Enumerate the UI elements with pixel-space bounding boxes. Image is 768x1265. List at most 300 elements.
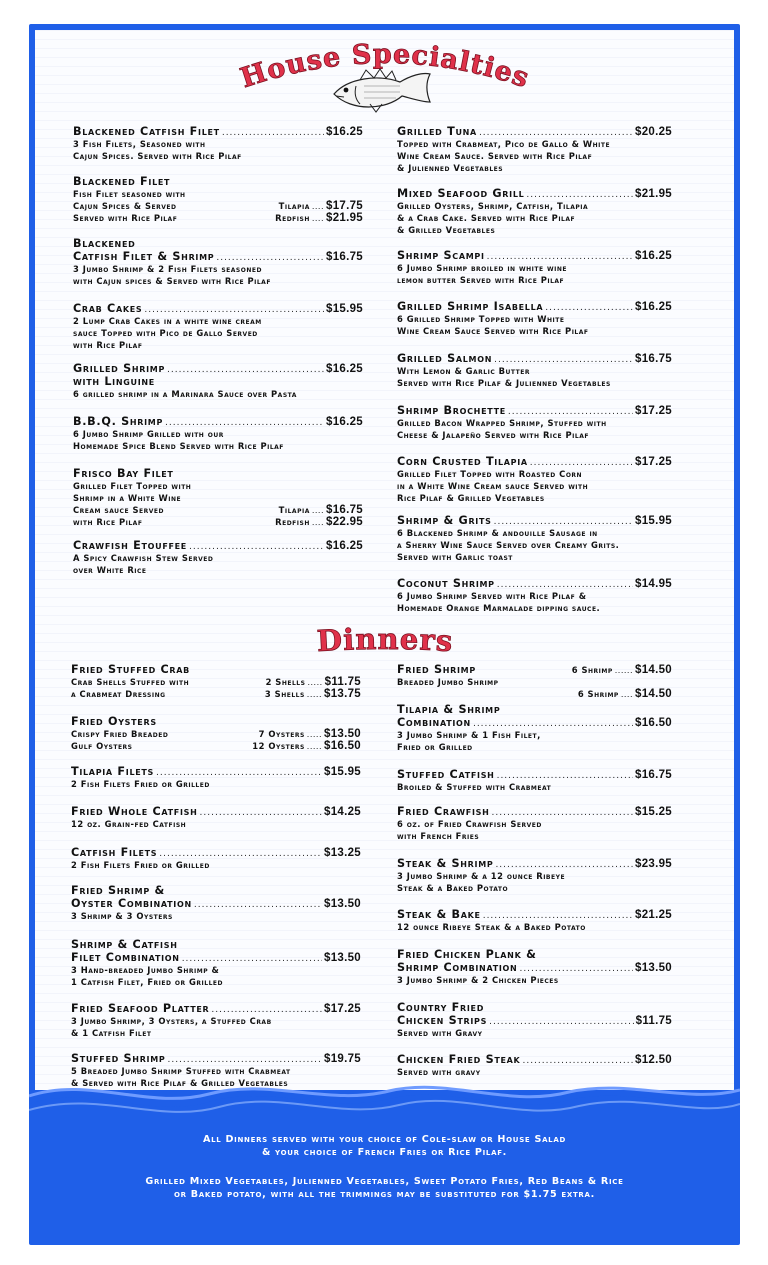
menu-item-price: $15.25 — [635, 806, 672, 818]
menu-item — [397, 125, 672, 174]
option-price: $17.75 — [326, 200, 363, 212]
menu-item — [71, 663, 361, 700]
leader-dots — [479, 129, 633, 138]
leader-dots — [194, 901, 322, 910]
menu-item-price: $14.95 — [635, 578, 672, 590]
menu-item-desc-row — [71, 688, 361, 700]
menu-item-name: Blackened Filet — [73, 175, 171, 188]
menu-item-desc-row — [71, 728, 361, 740]
house-specialties-title-text: House Specialties — [236, 38, 534, 95]
menu-item-name: Shrimp Scampi — [397, 249, 485, 262]
menu-item-name: Crab Cakes — [73, 302, 143, 315]
menu-item-desc: Served with Garlic toast — [397, 552, 513, 562]
option-label: Tilapia — [278, 505, 310, 515]
menu-item — [397, 663, 672, 700]
menu-item-desc: With Lemon & Garlic Butter — [397, 366, 530, 376]
leader-dots — [508, 408, 633, 417]
leader-dots — [159, 850, 322, 859]
menu-item — [73, 125, 363, 162]
menu-item-desc: & Julienned Vegetables — [397, 163, 504, 173]
option-price: $16.75 — [326, 504, 363, 516]
leader-dots — [144, 306, 324, 315]
option-price: $13.50 — [324, 728, 361, 740]
menu-item-name-top: Blackened — [73, 237, 136, 250]
menu-item — [397, 703, 672, 753]
leader-dots — [165, 419, 324, 428]
menu-item — [71, 938, 361, 988]
option-dots: ..... — [306, 690, 323, 699]
footer-line-4: or Baked potato, with all the trimmings may be substituted for $1.75 extra. — [174, 1189, 595, 1200]
option-dots: ..... — [306, 742, 323, 751]
leader-dots — [494, 356, 633, 365]
menu-item-desc-row — [397, 688, 672, 700]
menu-item-price: $20.25 — [635, 126, 672, 138]
menu-item-name: Coconut Shrimp — [397, 577, 495, 590]
menu-item-name: Stuffed Shrimp — [71, 1052, 166, 1065]
menu-item-price: $16.50 — [635, 717, 672, 729]
menu-item-header — [73, 302, 363, 315]
menu-item-desc: Homemade Spice Blend Served with Rice Pilaf — [73, 441, 284, 451]
menu-item-desc: a Crabmeat Dressing — [71, 689, 166, 699]
menu-item-name: Combination — [397, 716, 471, 729]
menu-item-name: Corn Crusted Tilapia — [397, 455, 528, 468]
menu-item-price: $15.95 — [326, 303, 363, 315]
menu-item-desc: 3 Hand-breaded Jumbo Shrimp & — [71, 965, 220, 975]
menu-item-desc: lemon butter Served with Rice Pilaf — [397, 275, 565, 285]
menu-item-name: Crawfish Etouffee — [73, 539, 187, 552]
menu-item-price: $16.25 — [635, 301, 672, 313]
option-label: Tilapia — [278, 201, 310, 211]
option-label: Redfish — [275, 517, 310, 527]
menu-item-desc: 6 Jumbo Shrimp Served with Rice Pilaf & — [397, 591, 587, 601]
footer-sides-note — [29, 1133, 740, 1159]
menu-item-desc: Broiled & Stuffed with Crabmeat — [397, 782, 552, 792]
menu-item-header — [71, 805, 361, 818]
menu-item-desc-row — [73, 200, 363, 212]
menu-item-option — [553, 688, 672, 700]
menu-item — [71, 846, 361, 871]
leader-dots — [167, 366, 324, 375]
menu-item-price: $15.95 — [324, 766, 361, 778]
menu-item-name-top: Country Fried — [397, 1001, 485, 1014]
menu-item-name: Shrimp Brochette — [397, 404, 506, 417]
menu-item-price: $19.75 — [324, 1053, 361, 1065]
menu-item-desc: 6 Jumbo Shrimp broiled in white wine — [397, 263, 567, 273]
menu-item-desc: with Rice Pilaf — [73, 340, 143, 350]
leader-dots — [182, 955, 322, 964]
menu-item — [397, 300, 672, 337]
menu-item-desc: 12 ounce Ribeye Steak & a Baked Potato — [397, 922, 586, 932]
menu-item-header — [71, 951, 361, 964]
menu-item — [397, 1053, 672, 1078]
menu-item-header — [73, 539, 363, 552]
menu-item-desc: Topped with Crabmeat, Pico de Gallo & White — [397, 139, 611, 149]
menu-item-name: Blackened Catfish Filet — [73, 125, 220, 138]
menu-item-price: $11.75 — [635, 1015, 672, 1027]
menu-item-price: $16.25 — [326, 363, 363, 375]
menu-item-name-top: Shrimp & Catfish — [71, 938, 178, 951]
menu-item — [397, 514, 672, 563]
menu-item-header — [397, 404, 672, 417]
menu-item-desc-row — [73, 516, 363, 528]
menu-item-desc: 3 Jumbo Shrimp, 3 Oysters, a Stuffed Crab — [71, 1016, 272, 1026]
menu-item-option — [227, 740, 361, 752]
menu-item-desc: 6 Grilled Shrimp Topped with White — [397, 314, 565, 324]
menu-item-desc: 1 Catfish Filet, Fried or Grilled — [71, 977, 223, 987]
menu-item-header — [73, 175, 363, 188]
menu-item-header — [397, 125, 672, 138]
menu-item — [73, 467, 363, 528]
option-dots: .... — [311, 202, 325, 211]
menu-item-price: $13.50 — [635, 962, 672, 974]
menu-item-price: $14.25 — [324, 806, 361, 818]
menu-item-option — [229, 188, 363, 200]
menu-item-header — [397, 187, 672, 200]
menu-item-desc: Shrimp in a White Wine — [73, 493, 182, 503]
menu-item-price: $17.25 — [635, 456, 672, 468]
menu-item-header — [71, 1002, 361, 1015]
menu-item-header — [71, 663, 361, 676]
menu-item-price: $16.75 — [635, 353, 672, 365]
menu-item-header — [397, 1053, 672, 1066]
menu-item-price: $21.95 — [635, 188, 672, 200]
menu-item-desc-row — [71, 740, 361, 752]
menu-item-desc: Steak & a Baked Potato — [397, 883, 509, 893]
leader-dots — [216, 254, 324, 263]
option-price: $11.75 — [324, 676, 361, 688]
menu-item — [73, 362, 363, 400]
footer-line-2: & your choice of French Fries or Rice Pilaf. — [261, 1147, 508, 1158]
menu-item-desc: Cheese & Jalapeño Served with Rice Pilaf — [397, 430, 589, 440]
menu-item — [397, 249, 672, 286]
menu-item-desc: Served with Rice Pilaf — [73, 213, 178, 223]
menu-item-header — [71, 1052, 361, 1065]
menu-item-desc — [397, 688, 553, 700]
menu-item-name: Frisco Bay Filet — [73, 467, 174, 480]
menu-item-price: $12.50 — [635, 1054, 672, 1066]
menu-item-name: Grilled Salmon — [397, 352, 493, 365]
menu-item — [71, 1002, 361, 1039]
option-dots: .... — [311, 214, 325, 223]
menu-item-name: Stuffed Catfish — [397, 768, 495, 781]
menu-item-option — [553, 676, 672, 688]
menu-item-desc-row — [71, 676, 361, 688]
leader-dots — [497, 581, 633, 590]
menu-item-desc: Crab Shells Stuffed with — [71, 677, 190, 687]
menu-item-header — [397, 577, 672, 590]
menu-item-name-top: Tilapia & Shrimp — [397, 703, 501, 716]
menu-item-desc: 3 Jumbo Shrimp & 2 Chicken Pieces — [397, 975, 559, 985]
menu-item-name: Fried Seafood Platter — [71, 1002, 210, 1015]
menu-item-name: Grilled Tuna — [397, 125, 477, 138]
menu-item-option — [229, 212, 363, 224]
menu-item-name: Shrimp & Grits — [397, 514, 492, 527]
menu-item-desc: 2 Fish Filets Fried or Grilled — [71, 779, 210, 789]
leader-dots — [545, 304, 633, 313]
footer-substitution-note — [29, 1175, 740, 1201]
menu-item-desc: Rice Pilaf & Grilled Vegetables — [397, 493, 545, 503]
menu-item-desc: Grilled Filet Topped with — [73, 481, 192, 491]
leader-dots — [492, 809, 634, 818]
menu-item-name: Fried Stuffed Crab — [71, 663, 190, 676]
menu-item — [397, 352, 672, 389]
menu-item-desc: 3 Shrimp & 3 Oysters — [71, 911, 173, 921]
menu-item-header — [397, 663, 672, 676]
menu-item-desc: Served with gravy — [397, 1067, 481, 1077]
menu-item-price: $16.25 — [326, 540, 363, 552]
menu-item-header — [73, 415, 363, 428]
menu-item-desc: Cajun Spices & Served — [73, 201, 177, 211]
menu-item-name: Mixed Seafood Grill — [397, 187, 525, 200]
menu-item-header — [397, 908, 672, 921]
option-label: Redfish — [275, 213, 310, 223]
menu-item-desc: Fried or Grilled — [397, 742, 473, 752]
menu-item-price: $17.25 — [324, 1003, 361, 1015]
menu-item-header — [73, 467, 363, 480]
menu-item-option — [227, 676, 361, 688]
menu-item-desc-row — [73, 504, 363, 516]
menu-item-header — [397, 768, 672, 781]
leader-dots — [494, 518, 633, 527]
menu-item-price: $17.25 — [635, 405, 672, 417]
menu-item-desc: a Sherry Wine Sauce Served over Creamy Grits. — [397, 540, 620, 550]
leader-dots — [519, 965, 633, 974]
menu-item-name-top: Fried Chicken Plank & — [397, 948, 537, 961]
menu-item — [397, 857, 672, 894]
menu-item-option — [229, 200, 363, 212]
menu-item-name: Filet Combination — [71, 951, 180, 964]
menu-item-desc: Fish Filet seasoned with — [73, 189, 186, 199]
leader-dots — [497, 772, 633, 781]
leader-dots — [211, 1006, 322, 1015]
menu-item-price: $21.25 — [635, 909, 672, 921]
option-dots: .... — [620, 690, 634, 699]
leader-dots — [200, 809, 323, 818]
menu-item — [397, 1001, 672, 1039]
menu-item-desc: with French Fries — [397, 831, 480, 841]
menu-item-header — [397, 352, 672, 365]
menu-item — [397, 187, 672, 236]
menu-item-desc: in a White Wine Cream sauce Served with — [397, 481, 589, 491]
menu-item-desc: 6 grilled shrimp in a Marinara Sauce over Pasta — [73, 389, 297, 399]
menu-item-option — [229, 480, 363, 492]
option-label: 12 Oysters — [252, 741, 305, 751]
menu-item-desc: & Grilled Vegetables — [397, 225, 496, 235]
svg-text:Dinners — [316, 622, 454, 658]
leader-dots — [222, 129, 324, 138]
leader-dots — [156, 769, 322, 778]
option-label: 3 Shells — [264, 689, 305, 699]
menu-item-desc: 2 Lump Crab Cakes in a white wine cream — [73, 316, 262, 326]
menu-item-name: Chicken Fried Steak — [397, 1053, 521, 1066]
menu-item-desc: 3 Jumbo Shrimp & a 12 ounce Ribeye — [397, 871, 566, 881]
leader-dots — [522, 1057, 633, 1066]
menu-item-name: Oyster Combination — [71, 897, 192, 910]
menu-item-price: $16.25 — [635, 250, 672, 262]
menu-item-price: $16.25 — [326, 126, 363, 138]
menu-item-name: B.B.Q. Shrimp — [73, 415, 164, 428]
leader-dots — [530, 459, 633, 468]
dinners-title — [280, 618, 490, 662]
footer-line-1: All Dinners served with your choice of Cole-slaw or House Salad — [203, 1134, 566, 1145]
menu-item-desc: 6 Jumbo Shrimp Grilled with our — [73, 429, 224, 439]
menu-item-option — [227, 728, 361, 740]
menu-item-name-top: Fried Shrimp & — [71, 884, 165, 897]
menu-item — [397, 455, 672, 504]
menu-item — [71, 715, 361, 752]
menu-item-price: $13.50 — [324, 898, 361, 910]
leader-dots — [526, 191, 633, 200]
menu-item — [71, 805, 361, 830]
option-dots: .... — [311, 518, 325, 527]
option-label: 6 Shrimp — [577, 689, 619, 699]
menu-item-header — [71, 846, 361, 859]
menu-item-desc-row — [73, 188, 363, 200]
menu-item-name: Fried Whole Catfish — [71, 805, 198, 818]
menu-item-desc: A Spicy Crawfish Stew Served — [73, 553, 214, 563]
menu-item-desc-row — [73, 212, 363, 224]
menu-item-price: $13.25 — [324, 847, 361, 859]
option-label: 6 Shrimp — [571, 665, 613, 675]
menu-item-name: Grilled Shrimp Isabella — [397, 300, 544, 313]
menu-item-desc: Gulf Oysters — [71, 741, 133, 751]
menu-item-desc: Crispy Fried Breaded — [71, 729, 169, 739]
menu-item-name: Shrimp Combination — [397, 961, 518, 974]
menu-item-header — [73, 125, 363, 138]
menu-item — [397, 577, 672, 614]
menu-item-header — [397, 514, 672, 527]
menu-item — [73, 237, 363, 287]
menu-item — [397, 948, 672, 986]
option-label: 2 Shells — [265, 677, 306, 687]
menu-item-desc: over White Rice — [73, 565, 147, 575]
menu-item — [71, 1052, 361, 1089]
menu-item-header — [397, 455, 672, 468]
fish-icon — [330, 66, 434, 118]
menu-item-header — [397, 716, 672, 729]
menu-item-name: Steak & Bake — [397, 908, 481, 921]
option-dots: .... — [311, 506, 325, 515]
menu-item-desc: Grilled Oysters, Shrimp, Catfish, Tilapia — [397, 201, 589, 211]
menu-item-header — [397, 961, 672, 974]
menu-item-header — [397, 300, 672, 313]
menu-item-desc: Cream sauce Served — [73, 505, 164, 515]
menu-item-desc: 5 Breaded Jumbo Shrimp Stuffed with Crabmeat — [71, 1066, 291, 1076]
menu-item — [71, 765, 361, 790]
menu-item — [73, 539, 363, 576]
menu-item-name: Fried Shrimp — [397, 663, 476, 676]
menu-item-header — [73, 362, 363, 375]
menu-item-desc: 3 Jumbo Shrimp & 2 Fish Filets seasoned — [73, 264, 262, 274]
leader-dots — [495, 861, 633, 870]
menu-item-desc: Grilled Bacon Wrapped Shrimp, Stuffed with — [397, 418, 607, 428]
menu-item-desc: 3 Jumbo Shrimp & 1 Fish Filet, — [397, 730, 541, 740]
menu-item-desc-row — [73, 480, 363, 492]
menu-item-header — [397, 805, 672, 818]
menu-item-option — [229, 516, 363, 528]
option-dots: ..... — [307, 678, 323, 687]
option-price: $21.95 — [326, 212, 363, 224]
menu-item — [71, 884, 361, 922]
menu-item-desc: Served with Rice Pilaf & Julienned Vegetables — [397, 378, 611, 388]
menu-item-price: $16.75 — [326, 251, 363, 263]
leader-dots — [473, 720, 633, 729]
menu-item-desc-row — [397, 676, 672, 688]
leader-dots — [489, 1018, 634, 1027]
option-dots: ...... — [614, 666, 634, 675]
menu-item-option — [229, 504, 363, 516]
option-price: $16.50 — [324, 740, 361, 752]
menu-item-price: $13.50 — [324, 952, 361, 964]
option-price: $13.75 — [324, 688, 361, 700]
menu-item-header — [397, 1014, 672, 1027]
menu-item-header — [397, 857, 672, 870]
menu-item-desc: Grilled Filet Topped with Roasted Corn — [397, 469, 583, 479]
option-price: $14.50 — [635, 688, 672, 700]
menu-item-option — [227, 688, 361, 700]
menu-item-option — [572, 664, 672, 676]
menu-item-header — [71, 897, 361, 910]
leader-dots — [189, 543, 324, 552]
menu-item-desc: & 1 Catfish Filet — [71, 1028, 152, 1038]
option-price: $14.50 — [635, 664, 672, 676]
menu-item — [397, 805, 672, 842]
menu-item — [397, 768, 672, 793]
menu-item-desc-row — [73, 492, 363, 504]
menu-item-desc: 12 oz. Grain-fed Catfish — [71, 819, 187, 829]
leader-dots — [487, 253, 633, 262]
menu-item-desc: 6 Blackened Shrimp & andouille Sausage in — [397, 528, 598, 538]
menu-item-header — [71, 765, 361, 778]
menu-item-name: Catfish Filets — [71, 846, 158, 859]
menu-item-desc: 2 Fish Filets Fried or Grilled — [71, 860, 210, 870]
menu-item-name: Chicken Strips — [397, 1014, 488, 1027]
menu-item-desc: & Served with Rice Pilaf & Grilled Vegetables — [71, 1078, 289, 1088]
menu-item-desc: Cajun Spices. Served with Rice Pilaf — [73, 151, 242, 161]
menu-item — [73, 415, 363, 452]
menu-item — [73, 302, 363, 351]
option-price: $22.95 — [326, 516, 363, 528]
menu-item-name-bottom: with Linguine — [73, 375, 155, 388]
menu-item-price: $16.25 — [326, 416, 363, 428]
menu-item-desc: Homemade Orange Marmalade dipping sauce. — [397, 603, 601, 613]
menu-item-desc: with Cajun spices & Served with Rice Pilaf — [73, 276, 271, 286]
menu-item — [73, 175, 363, 224]
menu-item-name: Catfish Filet & Shrimp — [73, 250, 215, 263]
menu-item-header — [71, 715, 361, 728]
menu-item-desc: sauce Topped with Pico de Gallo Served — [73, 328, 258, 338]
menu-item-name: Tilapia Filets — [71, 765, 155, 778]
menu-item-name: Grilled Shrimp — [73, 362, 166, 375]
leader-dots — [483, 912, 633, 921]
option-dots: ..... — [306, 730, 323, 739]
menu-item-desc: Wine Cream Sauce. Served with Rice Pilaf — [397, 151, 593, 161]
menu-item-price: $23.95 — [635, 858, 672, 870]
option-label: 7 Oysters — [258, 729, 305, 739]
menu-item-desc: 3 Fish Filets, Seasoned with — [73, 139, 206, 149]
menu-item-header — [73, 250, 363, 263]
menu-item-desc: Served with Gravy — [397, 1028, 483, 1038]
menu-item — [397, 404, 672, 441]
menu-item-header — [397, 249, 672, 262]
menu-item-name: Fried Crawfish — [397, 805, 490, 818]
menu-item-price: $16.75 — [635, 769, 672, 781]
dinners-title-text: Dinners — [315, 621, 455, 659]
menu-item-price: $15.95 — [635, 515, 672, 527]
menu-item-desc: Wine Cream Sauce Served with Rice Pilaf — [397, 326, 589, 336]
footer-line-3: Grilled Mixed Vegetables, Julienned Vegetables, Sweet Potato Fries, Red Beans & Rice — [145, 1176, 624, 1187]
menu-item-option — [229, 492, 363, 504]
